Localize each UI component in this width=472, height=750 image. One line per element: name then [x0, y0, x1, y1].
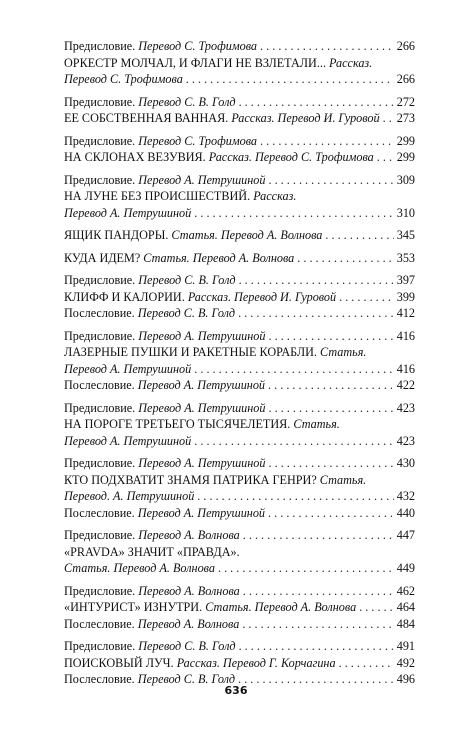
entry-title: КУДА ИДЕМ?	[64, 250, 144, 265]
entry-page: 484	[396, 616, 415, 631]
entry-title: Предисловие.	[64, 273, 139, 287]
entry-title: ОРКЕСТР МОЛЧАЛ, И ФЛАГИ НЕ ВЗЛЕТАЛИ...	[64, 55, 330, 70]
entry-page: 423	[396, 400, 415, 415]
entry-page: 412	[396, 306, 415, 320]
toc-entry	[64, 250, 415, 267]
toc-entry-text	[64, 328, 265, 345]
toc-entry	[64, 638, 415, 655]
entry-italic: Рассказ.	[329, 55, 373, 70]
entry-italic: Рассказ.	[253, 189, 297, 203]
toc-entry	[64, 172, 415, 189]
toc-entry	[64, 289, 415, 306]
toc-entry	[64, 305, 415, 322]
entry-title: «ИНТУРИСТ» ИЗНУТРИ.	[64, 600, 206, 614]
toc-entry	[64, 583, 415, 600]
entry-title: Послесловие.	[64, 505, 138, 520]
entry-page: 309	[396, 172, 415, 187]
entry-page: 266	[396, 39, 415, 53]
dot-leader	[383, 110, 394, 127]
entry-italic: Статья.	[320, 345, 367, 359]
entry-page: 353	[396, 250, 415, 265]
entry-italic: Перевод А. Петрушиной	[137, 505, 266, 520]
toc-entry-text	[64, 433, 191, 450]
entry-italic: Перевод С. В. Голд	[137, 672, 236, 686]
entry-title: Предисловие.	[64, 39, 139, 53]
entry-page: 273	[396, 111, 415, 125]
toc-entry-text	[64, 205, 191, 222]
toc-entry-text	[64, 416, 340, 433]
entry-page: 310	[396, 205, 415, 220]
entry-title: Послесловие.	[64, 306, 138, 320]
toc-entry-text	[64, 38, 257, 55]
entry-title: Предисловие.	[64, 133, 139, 148]
toc-entry-text	[64, 655, 336, 672]
entry-page: 447	[396, 528, 415, 542]
entry-title: Предисловие.	[64, 583, 139, 598]
toc-entry	[64, 55, 415, 72]
dot-leader	[239, 638, 394, 655]
dot-leader	[194, 433, 393, 450]
dot-leader	[268, 328, 393, 345]
toc-entry	[64, 488, 415, 505]
entry-page: 299	[396, 133, 415, 148]
entry-italic: Перевод С. Трофимова	[64, 72, 183, 86]
toc-entry	[64, 188, 415, 205]
toc-entry	[64, 505, 415, 522]
entry-title: НА ЛУНЕ БЕЗ ПРОИСШЕСТВИЙ.	[64, 189, 254, 203]
entry-title: Предисловие.	[64, 528, 139, 542]
toc-entry-text	[64, 149, 374, 166]
toc-entry-text	[64, 455, 265, 472]
toc-entry	[64, 599, 415, 616]
dot-leader	[339, 655, 394, 672]
toc-entry-text	[64, 55, 372, 72]
entry-title: Предисловие.	[64, 639, 139, 653]
page-number: 636	[224, 684, 248, 697]
toc-entry-text	[64, 344, 366, 361]
entry-page: 397	[396, 273, 415, 287]
toc-entry	[64, 560, 415, 577]
entry-title: Послесловие.	[64, 378, 138, 392]
toc-entry	[64, 616, 415, 633]
entry-italic: Перевод А. Петрушиной	[64, 361, 192, 376]
entry-page: 272	[396, 94, 415, 109]
toc-entry	[64, 133, 415, 150]
entry-italic: Рассказ. Перевод С. Трофимова	[208, 150, 374, 164]
dot-leader	[186, 71, 394, 88]
entry-italic: Статья.	[293, 417, 340, 431]
toc-entry	[64, 416, 415, 433]
dot-leader	[268, 505, 394, 522]
dot-leader	[260, 133, 394, 150]
entry-title: Предисловие.	[64, 94, 139, 109]
entry-page: 266	[396, 72, 415, 86]
toc-entry-text	[64, 544, 240, 561]
entry-title: НА СКЛОНАХ ВЕЗУВИЯ.	[64, 150, 209, 164]
entry-title: Послесловие.	[64, 672, 138, 686]
entry-italic: Перевод А. Петрушиной	[64, 205, 192, 220]
toc-entry-text	[64, 272, 236, 289]
dot-leader	[243, 527, 394, 544]
entry-page: 491	[396, 639, 415, 653]
entry-title: «PRAVDA» ЗНАЧИТ «ПРАВДА».	[64, 544, 240, 559]
entry-title: Предисловие.	[64, 172, 139, 187]
dot-leader	[239, 94, 394, 111]
entry-italic: Статья. Перевод А. Волнова	[64, 561, 215, 575]
dot-leader	[239, 272, 394, 289]
entry-page: 430	[396, 456, 415, 470]
toc-entry	[64, 205, 415, 222]
entry-title: Предисловие.	[64, 456, 139, 470]
toc-entry-text	[64, 616, 239, 633]
entry-page: 462	[396, 583, 415, 598]
dot-leader	[218, 560, 394, 577]
toc-entry	[64, 94, 415, 111]
entry-italic: Перевод С. В. Голд	[138, 273, 236, 287]
toc-entry-text	[64, 305, 235, 322]
dot-leader	[297, 250, 393, 267]
toc-entry	[64, 71, 415, 88]
entry-italic: Перевод С. В. Голд	[137, 306, 236, 320]
toc-entry-text	[64, 472, 366, 489]
toc-entry-text	[64, 110, 380, 127]
entry-page: 440	[396, 505, 415, 520]
entry-title: Предисловие.	[64, 400, 139, 415]
toc-entry-text	[64, 227, 322, 244]
toc-entry	[64, 328, 415, 345]
entry-page: 449	[396, 561, 415, 575]
toc-entry	[64, 149, 415, 166]
entry-page: 492	[396, 655, 415, 670]
toc-entry	[64, 655, 415, 672]
entry-page: 416	[396, 328, 415, 343]
entry-italic: Рассказ. Перевод Г. Корчагина	[176, 655, 336, 670]
toc-entry-text	[64, 94, 236, 111]
toc-entry	[64, 377, 415, 394]
entry-italic: Перевод А. Волнова	[138, 528, 240, 542]
entry-title: КТО ПОДХВАТИТ ЗНАМЯ ПАТРИКА ГЕНРИ?	[64, 472, 320, 487]
toc-entry-text	[64, 638, 236, 655]
toc-entry	[64, 527, 415, 544]
dot-leader	[243, 583, 394, 600]
entry-page: 399	[396, 289, 415, 304]
entry-title: Предисловие.	[64, 328, 139, 343]
entry-italic: Перевод А. Петрушиной	[64, 433, 192, 448]
entry-title: Послесловие.	[64, 616, 138, 631]
dot-leader	[194, 205, 393, 222]
toc-entry-text	[64, 583, 240, 600]
toc-entry	[64, 110, 415, 127]
toc-entry	[64, 544, 415, 561]
entry-italic: Статья. Перевод А. Волнова	[171, 228, 323, 242]
entry-title: КЛИФФ И КАЛОРИИ.	[64, 289, 188, 304]
toc-entry-text	[64, 361, 191, 378]
toc-entry-text	[64, 400, 265, 417]
entry-italic: Перевод С. В. Голд	[138, 639, 236, 653]
toc-entry	[64, 400, 415, 417]
table-of-contents	[64, 38, 415, 688]
toc-entry	[64, 472, 415, 489]
entry-page: 432	[396, 489, 415, 503]
toc-entry-text	[64, 289, 336, 306]
entry-page: 299	[396, 150, 415, 164]
entry-title: ЯЩИК ПАНДОРЫ.	[64, 228, 172, 242]
toc-entry-text	[64, 488, 194, 505]
entry-italic: Перевод С. В. Голд	[138, 94, 236, 109]
entry-italic: Перевод С. Трофимова	[138, 133, 258, 148]
entry-title: ЛАЗЕРНЫЕ ПУШКИ И РАКЕТНЫЕ КОРАБЛИ.	[64, 345, 321, 359]
toc-entry-text	[64, 250, 294, 267]
dot-leader	[339, 289, 394, 306]
toc-entry-text	[64, 527, 240, 544]
entry-italic: Перевод А. Петрушиной	[138, 172, 266, 187]
entry-italic: Перевод А. Петрушиной	[137, 378, 266, 392]
entry-italic: Статья.	[319, 472, 367, 487]
dot-leader	[268, 400, 393, 417]
entry-italic: Перевод А. Петрушиной	[138, 400, 266, 415]
toc-entry	[64, 344, 415, 361]
entry-italic: Перевод А. Волнова	[137, 616, 240, 631]
toc-entry-text	[64, 133, 257, 150]
entry-page: 422	[396, 378, 415, 392]
dot-leader	[268, 377, 394, 394]
dot-leader	[377, 149, 394, 166]
dot-leader	[359, 599, 394, 616]
entry-italic: Перевод. А. Петрушиной	[64, 489, 195, 503]
dot-leader	[194, 361, 393, 378]
toc-entry	[64, 433, 415, 450]
dot-leader	[238, 305, 394, 322]
dot-leader	[260, 38, 394, 55]
entry-page: 345	[396, 228, 415, 242]
entry-page: 464	[396, 600, 415, 614]
entry-italic: Статья. Перевод А. Волнова	[205, 600, 357, 614]
dot-leader	[268, 455, 393, 472]
toc-entry	[64, 361, 415, 378]
entry-italic: Перевод С. Трофимова	[138, 39, 258, 53]
toc-entry	[64, 38, 415, 55]
dot-leader	[197, 488, 393, 505]
toc-entry	[64, 455, 415, 472]
toc-entry	[64, 272, 415, 289]
entry-italic: Перевод А. Петрушиной	[138, 328, 266, 343]
toc-entry-text	[64, 188, 296, 205]
entry-title: ЕЕ СОБСТВЕННАЯ ВАННАЯ.	[64, 111, 232, 125]
toc-entry-text	[64, 377, 265, 394]
entry-italic: Статья. Перевод А. Волнова	[143, 250, 295, 265]
entry-title: НА ПОРОГЕ ТРЕТЬЕГО ТЫСЯЧЕЛЕТИЯ.	[64, 417, 294, 431]
dot-leader	[325, 227, 393, 244]
toc-entry	[64, 227, 415, 244]
toc-entry-text	[64, 172, 265, 189]
dot-leader	[242, 616, 393, 633]
entry-italic: Перевод А. Волнова	[138, 583, 240, 598]
entry-italic: Перевод А. Петрушиной	[138, 456, 266, 470]
toc-entry-text	[64, 505, 265, 522]
toc-entry-text	[64, 599, 356, 616]
entry-page: 423	[396, 433, 415, 448]
toc-entry-text	[64, 560, 215, 577]
entry-italic: Рассказ. Перевод И. Гуровой	[187, 289, 337, 304]
dot-leader	[268, 172, 393, 189]
toc-entry-text	[64, 71, 183, 88]
entry-italic: Рассказ. Перевод И. Гуровой	[231, 111, 380, 125]
entry-page: 496	[396, 672, 415, 686]
entry-page: 416	[396, 361, 415, 376]
entry-title: ПОИСКОВЫЙ ЛУЧ.	[64, 655, 177, 670]
